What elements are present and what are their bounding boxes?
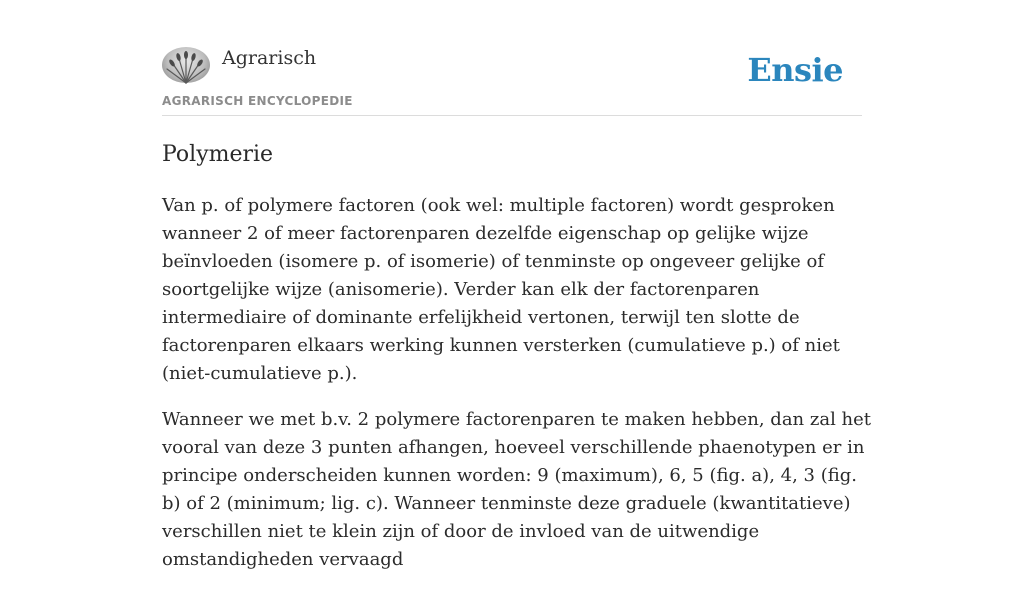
site-name[interactable]: Agrarisch <box>222 47 317 69</box>
article-paragraph: Wanneer we met b.v. 2 polymere factorenparen te maken hebben, dan zal het vooral van deze 3 punten afhangen, hoeveel verschillende phaenotypen er in principe onderscheiden kunnen worden: 9 (maximum), 6, 5 (fig. a), 4, 3 (fig. b) of 2 (minimum; lig. c). Wanneer tenminste deze graduele (kwantitatieve) verschillen niet te klein zijn of door de invloed van de uitwendige omstandigheden vervaagd <box>162 409 872 570</box>
site-header <box>162 40 862 116</box>
site-subtitle: AGRARISCH ENCYCLOPEDIE <box>162 94 353 108</box>
article-body <box>162 192 872 592</box>
wheat-icon[interactable] <box>162 47 210 83</box>
article-paragraph: Van p. of polymere factoren (ook wel: multiple factoren) wordt gesproken wanneer 2 of meer factorenparen dezelfde eigenschap op gelijke wijze beïnvloeden (isomere p. of isomerie) of tenminste op ongeveer gelijke of soortgelijke wijze (anisomerie). Verder kan elk der factorenparen intermediaire of dominante erfelijkheid vertonen, terwijl ten slotte de factorenparen elkaars werking kunnen versterken (cumulatieve p.) of niet (niet-cumulatieve p.). <box>162 195 840 384</box>
page-title: Polymerie <box>162 142 274 167</box>
brand-logo[interactable]: Ensie <box>747 51 843 89</box>
